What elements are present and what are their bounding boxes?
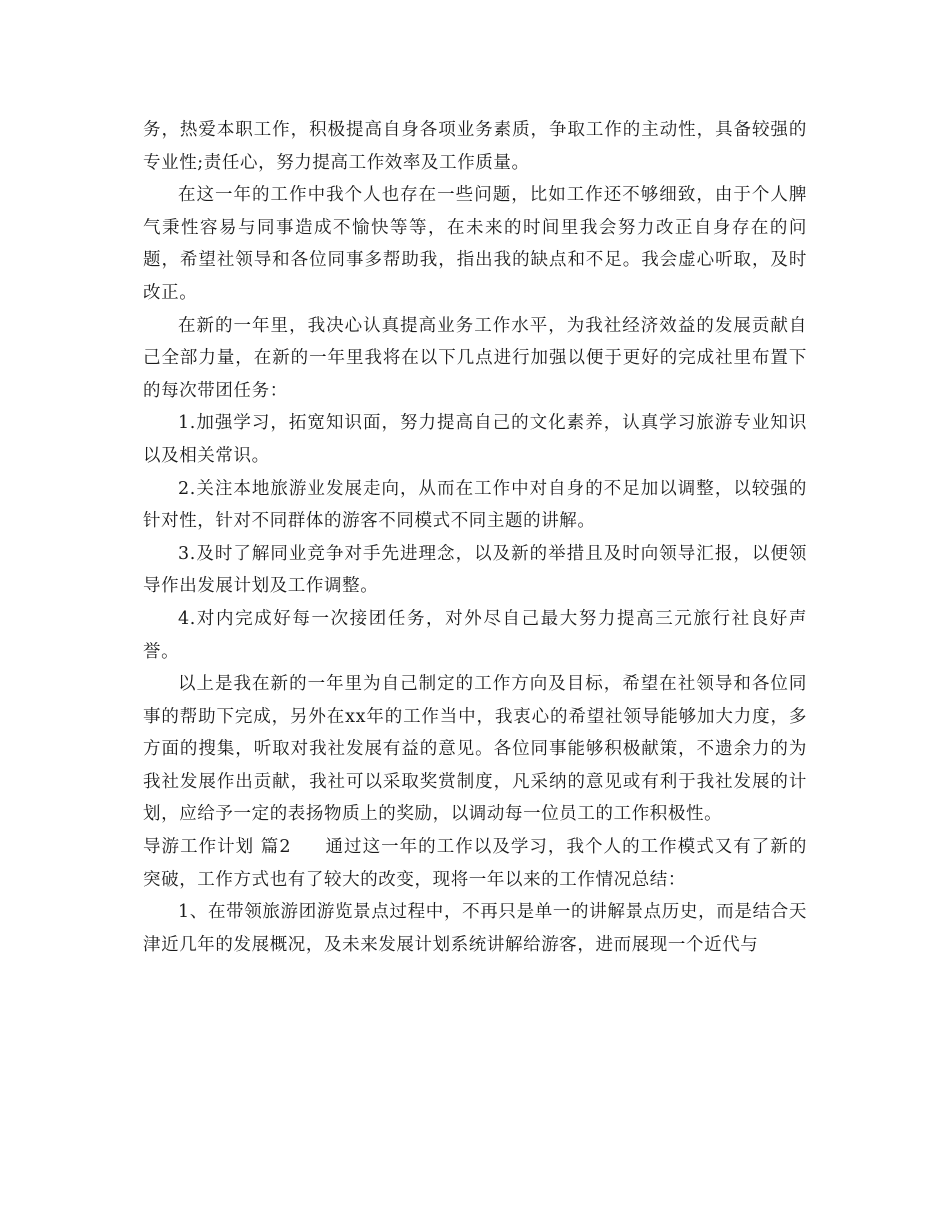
- list-item-2: 2.关注本地旅游业发展走向，从而在工作中对自身的不足加以调整，以较强的针对性，针对不同群体的游客不同模式不同主题的讲解。: [143, 478, 807, 532]
- paragraph-new-year-resolve: 在新的一年里，我决心认真提高业务工作水平，为我社经济效益的发展贡献自己全部力量，在新的一年里我将在以下几点进行加强以便于更好的完成社里布置下的每次带团任务：: [143, 315, 807, 401]
- section-heading: 导游工作计划 篇2: [143, 837, 292, 858]
- section-intro: 通过这一年的工作以及学习，我个人的工作模式又有了新的突破，工作方式也有了较大的改变，现将一年以来的工作情况总结：: [143, 837, 807, 890]
- section-2-opening: [143, 831, 807, 896]
- paragraph-problems: 在这一年的工作中我个人也存在一些问题，比如工作还不够细致，由于个人脾气秉性容易与同事造成不愉快等等，在未来的时间里我会努力改正自身存在的问题，希望社领导和各位同事多帮助我，指出我的缺点和不足。我会虚心听取，及时改正。: [143, 185, 807, 303]
- list-item-3: 3.及时了解同业竞争对手先进理念，以及新的举措且及时向领导汇报，以便领导作出发展计划及工作调整。: [143, 543, 807, 597]
- paragraph-continuation: 务，热爱本职工作，积极提高自身各项业务素质，争取工作的主动性，具备较强的专业性;责任心，努力提高工作效率及工作质量。: [143, 120, 807, 173]
- list-item-4: 4.对内完成好每一次接团任务，对外尽自己最大努力提高三元旅行社良好声誉。: [143, 608, 807, 662]
- paragraph-section-2-item-1: 1、在带领旅游团游览景点过程中，不再只是单一的讲解景点历史，而是结合天津近几年的发展概况，及未来发展计划系统讲解给游客，进而展现一个近代与: [143, 902, 807, 955]
- paragraph-conclusion: 以上是我在新的一年里为自己制定的工作方向及目标，希望在社领导和各位同事的帮助下完成，另外在xx年的工作当中，我衷心的希望社领导能够加大力度，多方面的搜集，听取对我社发展有益的意见。各位同事能够积极献策，不遗余力的为我社发展作出贡献，我社可以采取奖赏制度，凡采纳的意见或有利于我社发展的计划，应给予一定的表扬物质上的奖励，以调动每一位员工的工作积极性。: [143, 674, 807, 825]
- list-item-1: 1.加强学习，拓宽知识面，努力提高自己的文化素养，认真学习旅游专业知识以及相关常识。: [143, 413, 807, 466]
- document-body: [143, 114, 807, 961]
